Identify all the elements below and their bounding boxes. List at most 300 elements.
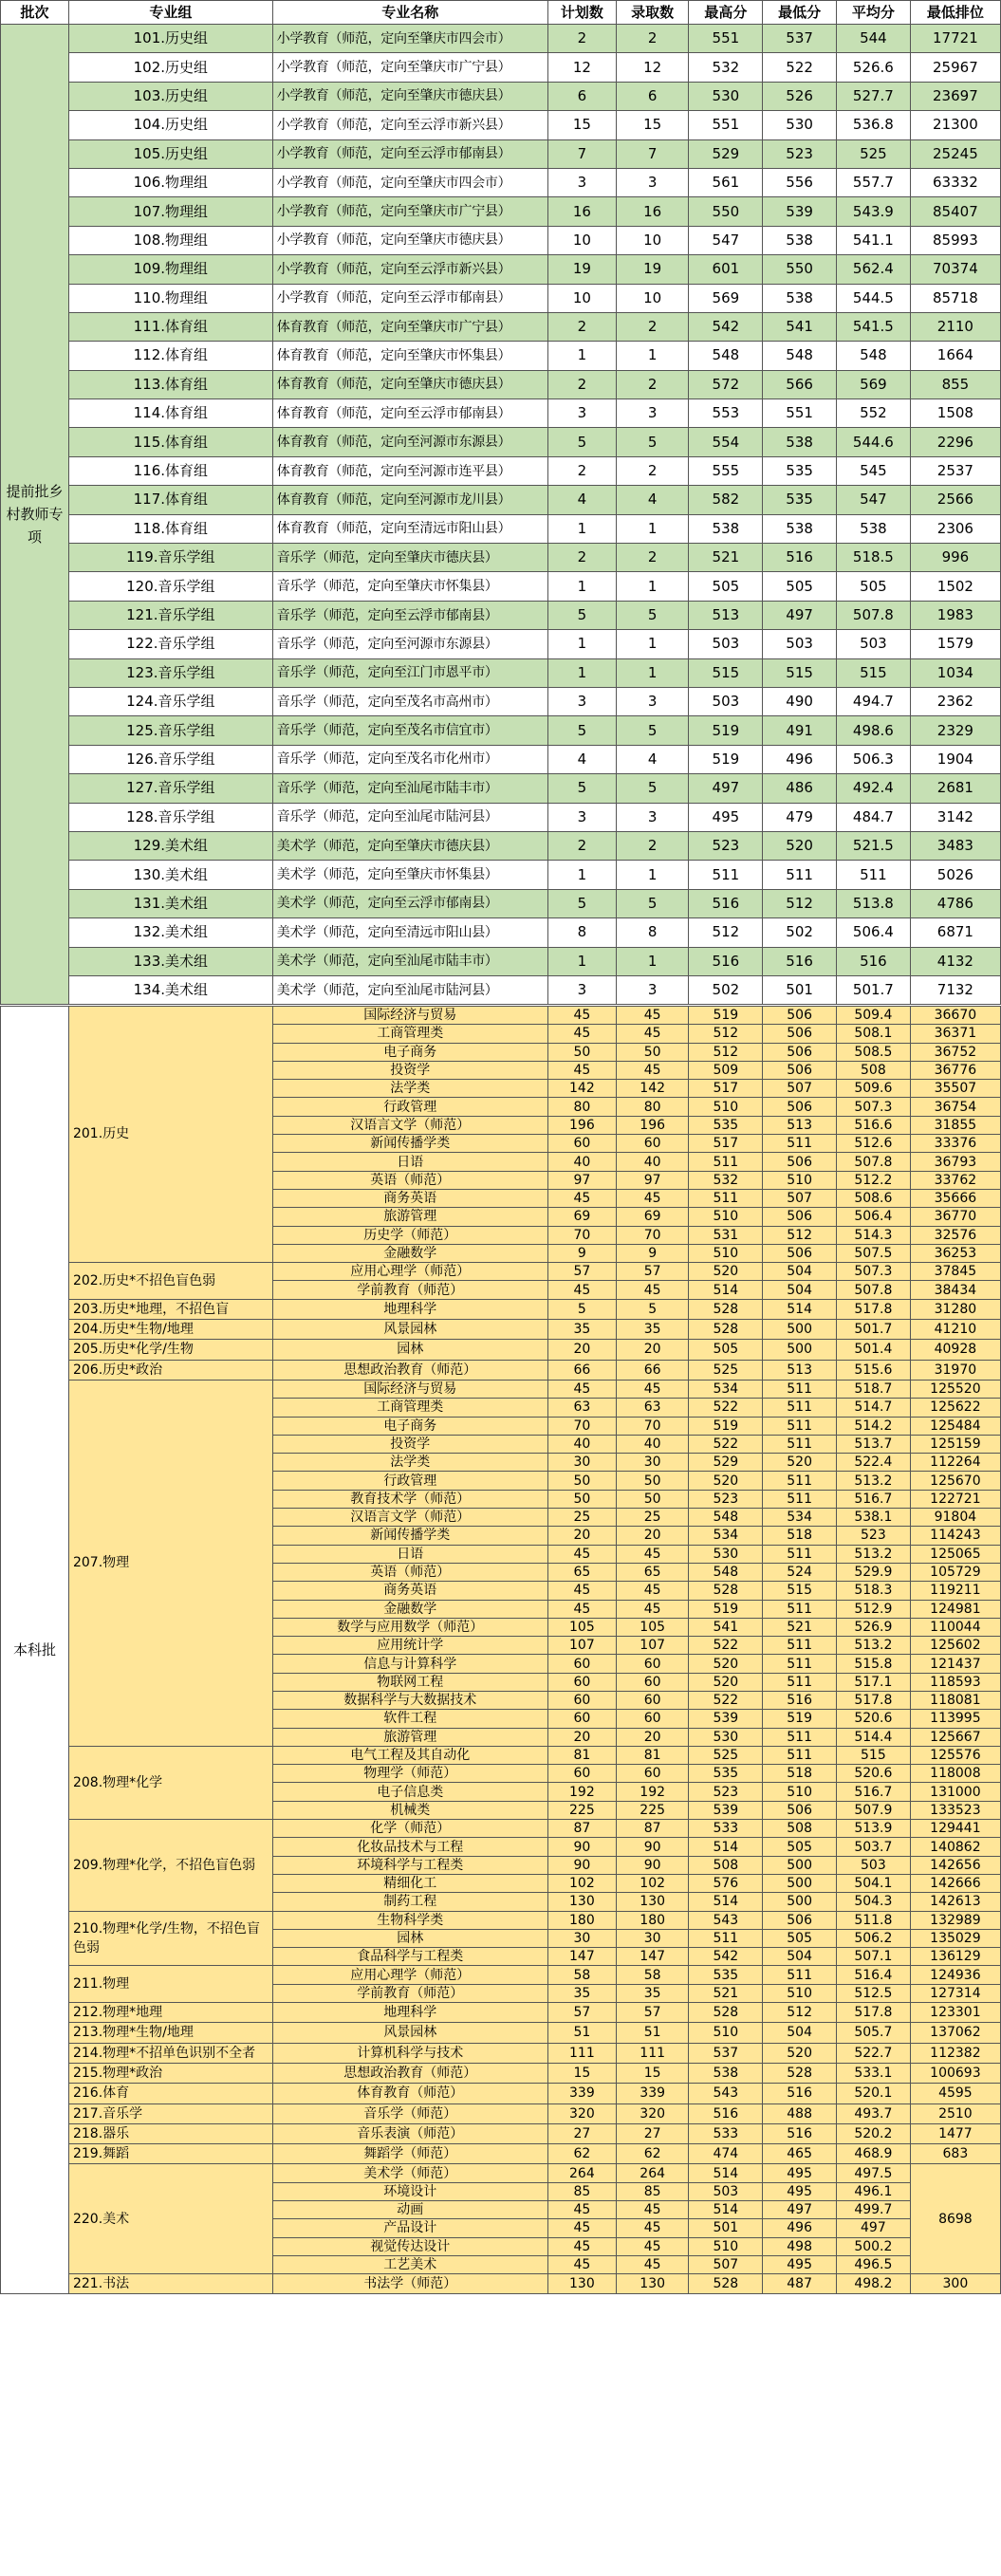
plan-cell: 320 <box>547 2103 616 2123</box>
major-cell: 美术学（师范） <box>272 2164 547 2182</box>
plan-cell: 130 <box>547 2274 616 2294</box>
min-cell: 504 <box>763 1948 837 1966</box>
admit-cell: 12 <box>616 53 689 82</box>
major-cell: 环境科学与工程类 <box>272 1856 547 1874</box>
max-cell: 505 <box>689 572 763 601</box>
admit-cell: 147 <box>616 1948 689 1966</box>
plan-cell: 97 <box>547 1171 616 1189</box>
group-cell: 106.物理组 <box>68 168 272 196</box>
max-cell: 551 <box>689 25 763 53</box>
admit-cell: 1 <box>616 572 689 601</box>
rank-cell: 114243 <box>910 1527 1000 1545</box>
admit-cell: 3 <box>616 803 689 831</box>
table-row <box>1 1320 1001 1340</box>
max-cell: 538 <box>689 2063 763 2083</box>
max-cell: 582 <box>689 486 763 514</box>
major-cell: 电子商务 <box>272 1417 547 1435</box>
admit-cell: 2 <box>616 831 689 860</box>
table-row <box>1 774 1001 803</box>
table-row <box>1 226 1001 254</box>
admit-cell: 45 <box>616 2201 689 2219</box>
major-cell: 音乐学（师范，定向至汕尾市陆丰市） <box>272 774 547 803</box>
rank-cell: 36752 <box>910 1043 1000 1061</box>
rank-cell: 300 <box>910 2274 1000 2294</box>
major-cell: 音乐学（师范，定向至茂名市信宜市） <box>272 716 547 745</box>
group-cell: 115.体育组 <box>68 428 272 456</box>
table-row <box>1 284 1001 312</box>
major-cell: 体育教育（师范，定向至河源市东源县） <box>272 428 547 456</box>
max-cell: 535 <box>689 1765 763 1783</box>
major-cell: 小学教育（师范，定向至肇庆市德庆县） <box>272 82 547 110</box>
table-row <box>1 111 1001 139</box>
major-cell: 商务英语 <box>272 1189 547 1207</box>
min-cell: 528 <box>763 2063 837 2083</box>
plan-cell: 225 <box>547 1801 616 1819</box>
rank-cell: 142666 <box>910 1874 1000 1892</box>
rank-cell: 137062 <box>910 2023 1000 2043</box>
max-cell: 474 <box>689 2144 763 2164</box>
admit-cell: 8 <box>616 918 689 947</box>
plan-cell: 70 <box>547 1417 616 1435</box>
major-cell: 化妆品技术与工程 <box>272 1838 547 1856</box>
avg-cell: 518.5 <box>837 544 911 572</box>
max-cell: 521 <box>689 1984 763 2002</box>
avg-cell: 492.4 <box>837 774 911 803</box>
plan-cell: 1 <box>547 947 616 975</box>
min-cell: 511 <box>763 1417 837 1435</box>
group-cell: 111.体育组 <box>68 312 272 341</box>
major-cell: 工商管理类 <box>272 1025 547 1043</box>
min-cell: 507 <box>763 1080 837 1098</box>
major-cell: 体育教育（师范，定向至河源市龙川县） <box>272 486 547 514</box>
admit-cell: 45 <box>616 1281 689 1299</box>
major-cell: 法学类 <box>272 1080 547 1098</box>
avg-cell: 512.5 <box>837 1984 911 2002</box>
group-cell: 123.音乐学组 <box>68 658 272 687</box>
plan-cell: 45 <box>547 1582 616 1600</box>
min-cell: 511 <box>763 861 837 889</box>
admit-cell: 45 <box>616 1061 689 1079</box>
plan-cell: 107 <box>547 1637 616 1655</box>
rank-cell: 133523 <box>910 1801 1000 1819</box>
major-cell: 数学与应用数学（师范） <box>272 1618 547 1636</box>
major-cell: 地理科学 <box>272 1299 547 1319</box>
avg-cell: 514.2 <box>837 1417 911 1435</box>
avg-cell: 516.7 <box>837 1783 911 1801</box>
plan-cell: 45 <box>547 1380 616 1398</box>
avg-cell: 548 <box>837 342 911 370</box>
min-cell: 511 <box>763 1399 837 1417</box>
avg-cell: 516 <box>837 947 911 975</box>
max-cell: 521 <box>689 544 763 572</box>
avg-cell: 515.6 <box>837 1360 911 1380</box>
plan-cell: 264 <box>547 2164 616 2182</box>
plan-cell: 45 <box>547 1061 616 1079</box>
table-row <box>1 544 1001 572</box>
min-cell: 505 <box>763 572 837 601</box>
rank-cell: 7132 <box>910 975 1000 1004</box>
max-cell: 543 <box>689 1911 763 1929</box>
plan-cell: 57 <box>547 1263 616 1281</box>
major-cell: 工商管理类 <box>272 1399 547 1417</box>
rank-cell: 122721 <box>910 1490 1000 1508</box>
rank-cell: 33376 <box>910 1135 1000 1153</box>
rank-cell: 124981 <box>910 1600 1000 1618</box>
max-cell: 510 <box>689 1244 763 1262</box>
admit-cell: 60 <box>616 1135 689 1153</box>
max-cell: 503 <box>689 2182 763 2200</box>
min-cell: 511 <box>763 1673 837 1691</box>
avg-cell: 552 <box>837 399 911 428</box>
major-cell: 计算机科学与技术 <box>272 2043 547 2063</box>
min-cell: 556 <box>763 168 837 196</box>
min-cell: 503 <box>763 630 837 658</box>
max-cell: 517 <box>689 1080 763 1098</box>
max-cell: 514 <box>689 2164 763 2182</box>
group-cell: 126.音乐学组 <box>68 745 272 773</box>
admit-cell: 20 <box>616 1340 689 1360</box>
major-cell: 小学教育（师范，定向至肇庆市广宁县） <box>272 53 547 82</box>
table-row <box>1 1820 1001 1838</box>
rank-cell: 36371 <box>910 1025 1000 1043</box>
rank-cell: 132989 <box>910 1911 1000 1929</box>
plan-cell: 3 <box>547 399 616 428</box>
min-cell: 541 <box>763 312 837 341</box>
plan-cell: 4 <box>547 486 616 514</box>
admit-cell: 1 <box>616 861 689 889</box>
table-row <box>1 1299 1001 1319</box>
avg-cell: 541.1 <box>837 226 911 254</box>
major-cell: 园林 <box>272 1340 547 1360</box>
rank-cell: 36793 <box>910 1153 1000 1171</box>
rank-cell: 119211 <box>910 1582 1000 1600</box>
avg-cell: 501.7 <box>837 1320 911 1340</box>
plan-cell: 2 <box>547 544 616 572</box>
plan-cell: 45 <box>547 2201 616 2219</box>
avg-cell: 562.4 <box>837 255 911 284</box>
plan-cell: 40 <box>547 1435 616 1453</box>
admit-cell: 87 <box>616 1820 689 1838</box>
min-cell: 539 <box>763 197 837 226</box>
avg-cell: 505 <box>837 572 911 601</box>
plan-cell: 15 <box>547 2063 616 2083</box>
min-cell: 511 <box>763 1746 837 1764</box>
major-cell: 精细化工 <box>272 1874 547 1892</box>
rank-cell: 125622 <box>910 1399 1000 1417</box>
major-cell: 音乐学（师范，定向至汕尾市陆河县） <box>272 803 547 831</box>
avg-cell: 525 <box>837 139 911 168</box>
admit-cell: 45 <box>616 1380 689 1398</box>
avg-cell: 545 <box>837 456 911 485</box>
table-row <box>1 630 1001 658</box>
rank-cell: 2296 <box>910 428 1000 456</box>
plan-cell: 10 <box>547 226 616 254</box>
major-cell: 小学教育（师范，定向至肇庆市四会市） <box>272 168 547 196</box>
max-cell: 531 <box>689 1226 763 1244</box>
rank-cell: 131000 <box>910 1783 1000 1801</box>
admit-cell: 5 <box>616 428 689 456</box>
min-cell: 538 <box>763 514 837 543</box>
plan-cell: 5 <box>547 428 616 456</box>
max-cell: 512 <box>689 1025 763 1043</box>
min-cell: 521 <box>763 1618 837 1636</box>
admit-cell: 60 <box>616 1765 689 1783</box>
min-cell: 506 <box>763 1098 837 1116</box>
admit-cell: 20 <box>616 1728 689 1746</box>
rank-cell: 855 <box>910 370 1000 398</box>
major-cell: 电气工程及其自动化 <box>272 1746 547 1764</box>
min-cell: 516 <box>763 544 837 572</box>
avg-cell: 544 <box>837 25 911 53</box>
plan-cell: 2 <box>547 312 616 341</box>
table-row <box>1 2144 1001 2164</box>
min-cell: 515 <box>763 658 837 687</box>
admit-cell: 45 <box>616 1025 689 1043</box>
major-cell: 小学教育（师范，定向至云浮市郁南县） <box>272 139 547 168</box>
max-cell: 529 <box>689 139 763 168</box>
table-row <box>1 2164 1001 2182</box>
admit-cell: 3 <box>616 168 689 196</box>
rank-cell: 105729 <box>910 1563 1000 1581</box>
plan-cell: 20 <box>547 1728 616 1746</box>
rank-cell: 123301 <box>910 2003 1000 2023</box>
rank-cell: 118593 <box>910 1673 1000 1691</box>
major-cell: 视觉传达设计 <box>272 2237 547 2255</box>
min-cell: 500 <box>763 1893 837 1911</box>
plan-cell: 90 <box>547 1856 616 1874</box>
max-cell: 542 <box>689 312 763 341</box>
avg-cell: 543.9 <box>837 197 911 226</box>
min-cell: 535 <box>763 486 837 514</box>
major-cell: 日语 <box>272 1545 547 1563</box>
admit-cell: 57 <box>616 1263 689 1281</box>
major-cell: 音乐学（师范，定向至云浮市郁南县） <box>272 601 547 629</box>
admit-cell: 62 <box>616 2144 689 2164</box>
rank-cell: 4786 <box>910 889 1000 917</box>
major-cell: 旅游管理 <box>272 1728 547 1746</box>
avg-cell: 512.9 <box>837 1600 911 1618</box>
group-cell: 114.体育组 <box>68 399 272 428</box>
admit-cell: 45 <box>616 2237 689 2255</box>
avg-cell: 520.1 <box>837 2084 911 2103</box>
table-row <box>1 1380 1001 1398</box>
group-cell: 108.物理组 <box>68 226 272 254</box>
table-row <box>1 831 1001 860</box>
admit-cell: 40 <box>616 1153 689 1171</box>
rank-cell: 121437 <box>910 1655 1000 1673</box>
plan-cell: 57 <box>547 2003 616 2023</box>
rank-cell: 118081 <box>910 1691 1000 1709</box>
rank-cell: 63332 <box>910 168 1000 196</box>
avg-cell: 520.6 <box>837 1765 911 1783</box>
major-cell: 物联网工程 <box>272 1673 547 1691</box>
group-cell: 218.器乐 <box>68 2123 272 2143</box>
table-row <box>1 486 1001 514</box>
major-cell: 金融数学 <box>272 1244 547 1262</box>
avg-cell: 505.7 <box>837 2023 911 2043</box>
major-cell: 工艺美术 <box>272 2255 547 2273</box>
admit-cell: 57 <box>616 2003 689 2023</box>
rank-cell: 136129 <box>910 1948 1000 1966</box>
admit-cell: 225 <box>616 1801 689 1819</box>
major-cell: 思想政治教育（师范） <box>272 2063 547 2083</box>
table-row <box>1 803 1001 831</box>
rank-cell: 2306 <box>910 514 1000 543</box>
max-cell: 554 <box>689 428 763 456</box>
min-cell: 526 <box>763 82 837 110</box>
group-cell: 204.历史*生物/地理 <box>68 1320 272 1340</box>
avg-cell: 529.9 <box>837 1563 911 1581</box>
major-cell: 食品科学与工程类 <box>272 1948 547 1966</box>
max-cell: 532 <box>689 53 763 82</box>
table-row <box>1 456 1001 485</box>
admit-cell: 27 <box>616 2123 689 2143</box>
major-cell: 软件工程 <box>272 1710 547 1728</box>
max-cell: 561 <box>689 168 763 196</box>
max-cell: 522 <box>689 1637 763 1655</box>
rank-cell: 996 <box>910 544 1000 572</box>
group-cell: 132.美术组 <box>68 918 272 947</box>
admit-cell: 97 <box>616 1171 689 1189</box>
min-cell: 551 <box>763 399 837 428</box>
group-cell: 214.物理*不招单色识别不全者 <box>68 2043 272 2063</box>
rank-cell: 17721 <box>910 25 1000 53</box>
rank-cell: 85718 <box>910 284 1000 312</box>
avg-cell: 513.2 <box>837 1545 911 1563</box>
max-cell: 515 <box>689 658 763 687</box>
table-row <box>1 2003 1001 2023</box>
plan-cell: 1 <box>547 658 616 687</box>
avg-cell: 513.2 <box>837 1472 911 1490</box>
avg-cell: 515 <box>837 658 911 687</box>
max-cell: 525 <box>689 1360 763 1380</box>
major-cell: 音乐学（师范，定向至肇庆市怀集县） <box>272 572 547 601</box>
group-cell: 206.历史*政治 <box>68 1360 272 1380</box>
rank-cell: 1904 <box>910 745 1000 773</box>
group-cell: 212.物理*地理 <box>68 2003 272 2023</box>
admit-cell: 51 <box>616 2023 689 2043</box>
plan-cell: 5 <box>547 1299 616 1319</box>
max-cell: 551 <box>689 111 763 139</box>
rank-cell: 25967 <box>910 53 1000 82</box>
regular-batch-table <box>0 1006 1001 2294</box>
admit-cell: 3 <box>616 975 689 1004</box>
rank-cell: 70374 <box>910 255 1000 284</box>
admit-cell: 3 <box>616 687 689 715</box>
admit-cell: 1 <box>616 514 689 543</box>
min-cell: 511 <box>763 1728 837 1746</box>
admit-cell: 70 <box>616 1226 689 1244</box>
plan-cell: 45 <box>547 1025 616 1043</box>
group-cell: 107.物理组 <box>68 197 272 226</box>
avg-cell: 506.2 <box>837 1929 911 1947</box>
max-cell: 533 <box>689 1820 763 1838</box>
max-cell: 528 <box>689 1582 763 1600</box>
plan-cell: 19 <box>547 255 616 284</box>
max-cell: 543 <box>689 2084 763 2103</box>
group-cell: 209.物理*化学，不招色盲色弱 <box>68 1820 272 1911</box>
table-row <box>1 399 1001 428</box>
major-cell: 音乐学（师范，定向至河源市东源县） <box>272 630 547 658</box>
rank-cell: 2329 <box>910 716 1000 745</box>
min-cell: 506 <box>763 1801 837 1819</box>
admit-cell: 2 <box>616 312 689 341</box>
max-cell: 512 <box>689 1043 763 1061</box>
rank-cell: 85993 <box>910 226 1000 254</box>
major-cell: 体育教育（师范，定向至河源市连平县） <box>272 456 547 485</box>
rank-cell: 127314 <box>910 1984 1000 2002</box>
max-cell: 534 <box>689 1527 763 1545</box>
table-row <box>1 370 1001 398</box>
avg-cell: 507.5 <box>837 1244 911 1262</box>
admit-cell: 2 <box>616 456 689 485</box>
max-cell: 525 <box>689 1746 763 1764</box>
rank-cell: 135029 <box>910 1929 1000 1947</box>
rank-cell: 85407 <box>910 197 1000 226</box>
admit-cell: 90 <box>616 1838 689 1856</box>
max-cell: 510 <box>689 2237 763 2255</box>
max-cell: 502 <box>689 975 763 1004</box>
major-cell: 应用心理学（师范） <box>272 1263 547 1281</box>
rank-cell: 112382 <box>910 2043 1000 2063</box>
header-group: 专业组 <box>68 1 272 25</box>
plan-cell: 192 <box>547 1783 616 1801</box>
admit-cell: 192 <box>616 1783 689 1801</box>
admit-cell: 15 <box>616 111 689 139</box>
admit-cell: 2 <box>616 370 689 398</box>
group-cell: 219.舞蹈 <box>68 2144 272 2164</box>
admit-cell: 58 <box>616 1966 689 1984</box>
avg-cell: 507.8 <box>837 1153 911 1171</box>
avg-cell: 508.1 <box>837 1025 911 1043</box>
admit-cell: 180 <box>616 1911 689 1929</box>
group-cell: 124.音乐学组 <box>68 687 272 715</box>
min-cell: 500 <box>763 1340 837 1360</box>
major-cell: 国际经济与贸易 <box>272 1007 547 1025</box>
header-rank: 最低排位 <box>910 1 1000 25</box>
major-cell: 小学教育（师范，定向至云浮市新兴县） <box>272 255 547 284</box>
batch-cell-advance: 提前批乡村教师专项 <box>1 25 69 1005</box>
max-cell: 519 <box>689 716 763 745</box>
table-row <box>1 2023 1001 2043</box>
min-cell: 530 <box>763 111 837 139</box>
admit-cell: 85 <box>616 2182 689 2200</box>
admit-cell: 35 <box>616 1984 689 2002</box>
admit-cell: 107 <box>616 1637 689 1655</box>
avg-cell: 509.4 <box>837 1007 911 1025</box>
plan-cell: 45 <box>547 1281 616 1299</box>
plan-cell: 3 <box>547 975 616 1004</box>
max-cell: 522 <box>689 1399 763 1417</box>
plan-cell: 30 <box>547 1929 616 1947</box>
group-cell: 217.音乐学 <box>68 2103 272 2123</box>
plan-cell: 10 <box>547 284 616 312</box>
min-cell: 512 <box>763 889 837 917</box>
major-cell: 书法学（师范） <box>272 2274 547 2294</box>
min-cell: 506 <box>763 1043 837 1061</box>
advance-batch-table <box>0 24 1001 1005</box>
rank-cell: 112264 <box>910 1454 1000 1472</box>
group-cell: 133.美术组 <box>68 947 272 975</box>
rank-cell: 33762 <box>910 1171 1000 1189</box>
admit-cell: 70 <box>616 1417 689 1435</box>
max-cell: 503 <box>689 630 763 658</box>
min-cell: 534 <box>763 1509 837 1527</box>
avg-cell: 527.7 <box>837 82 911 110</box>
avg-cell: 516.4 <box>837 1966 911 1984</box>
min-cell: 506 <box>763 1244 837 1262</box>
plan-cell: 5 <box>547 601 616 629</box>
